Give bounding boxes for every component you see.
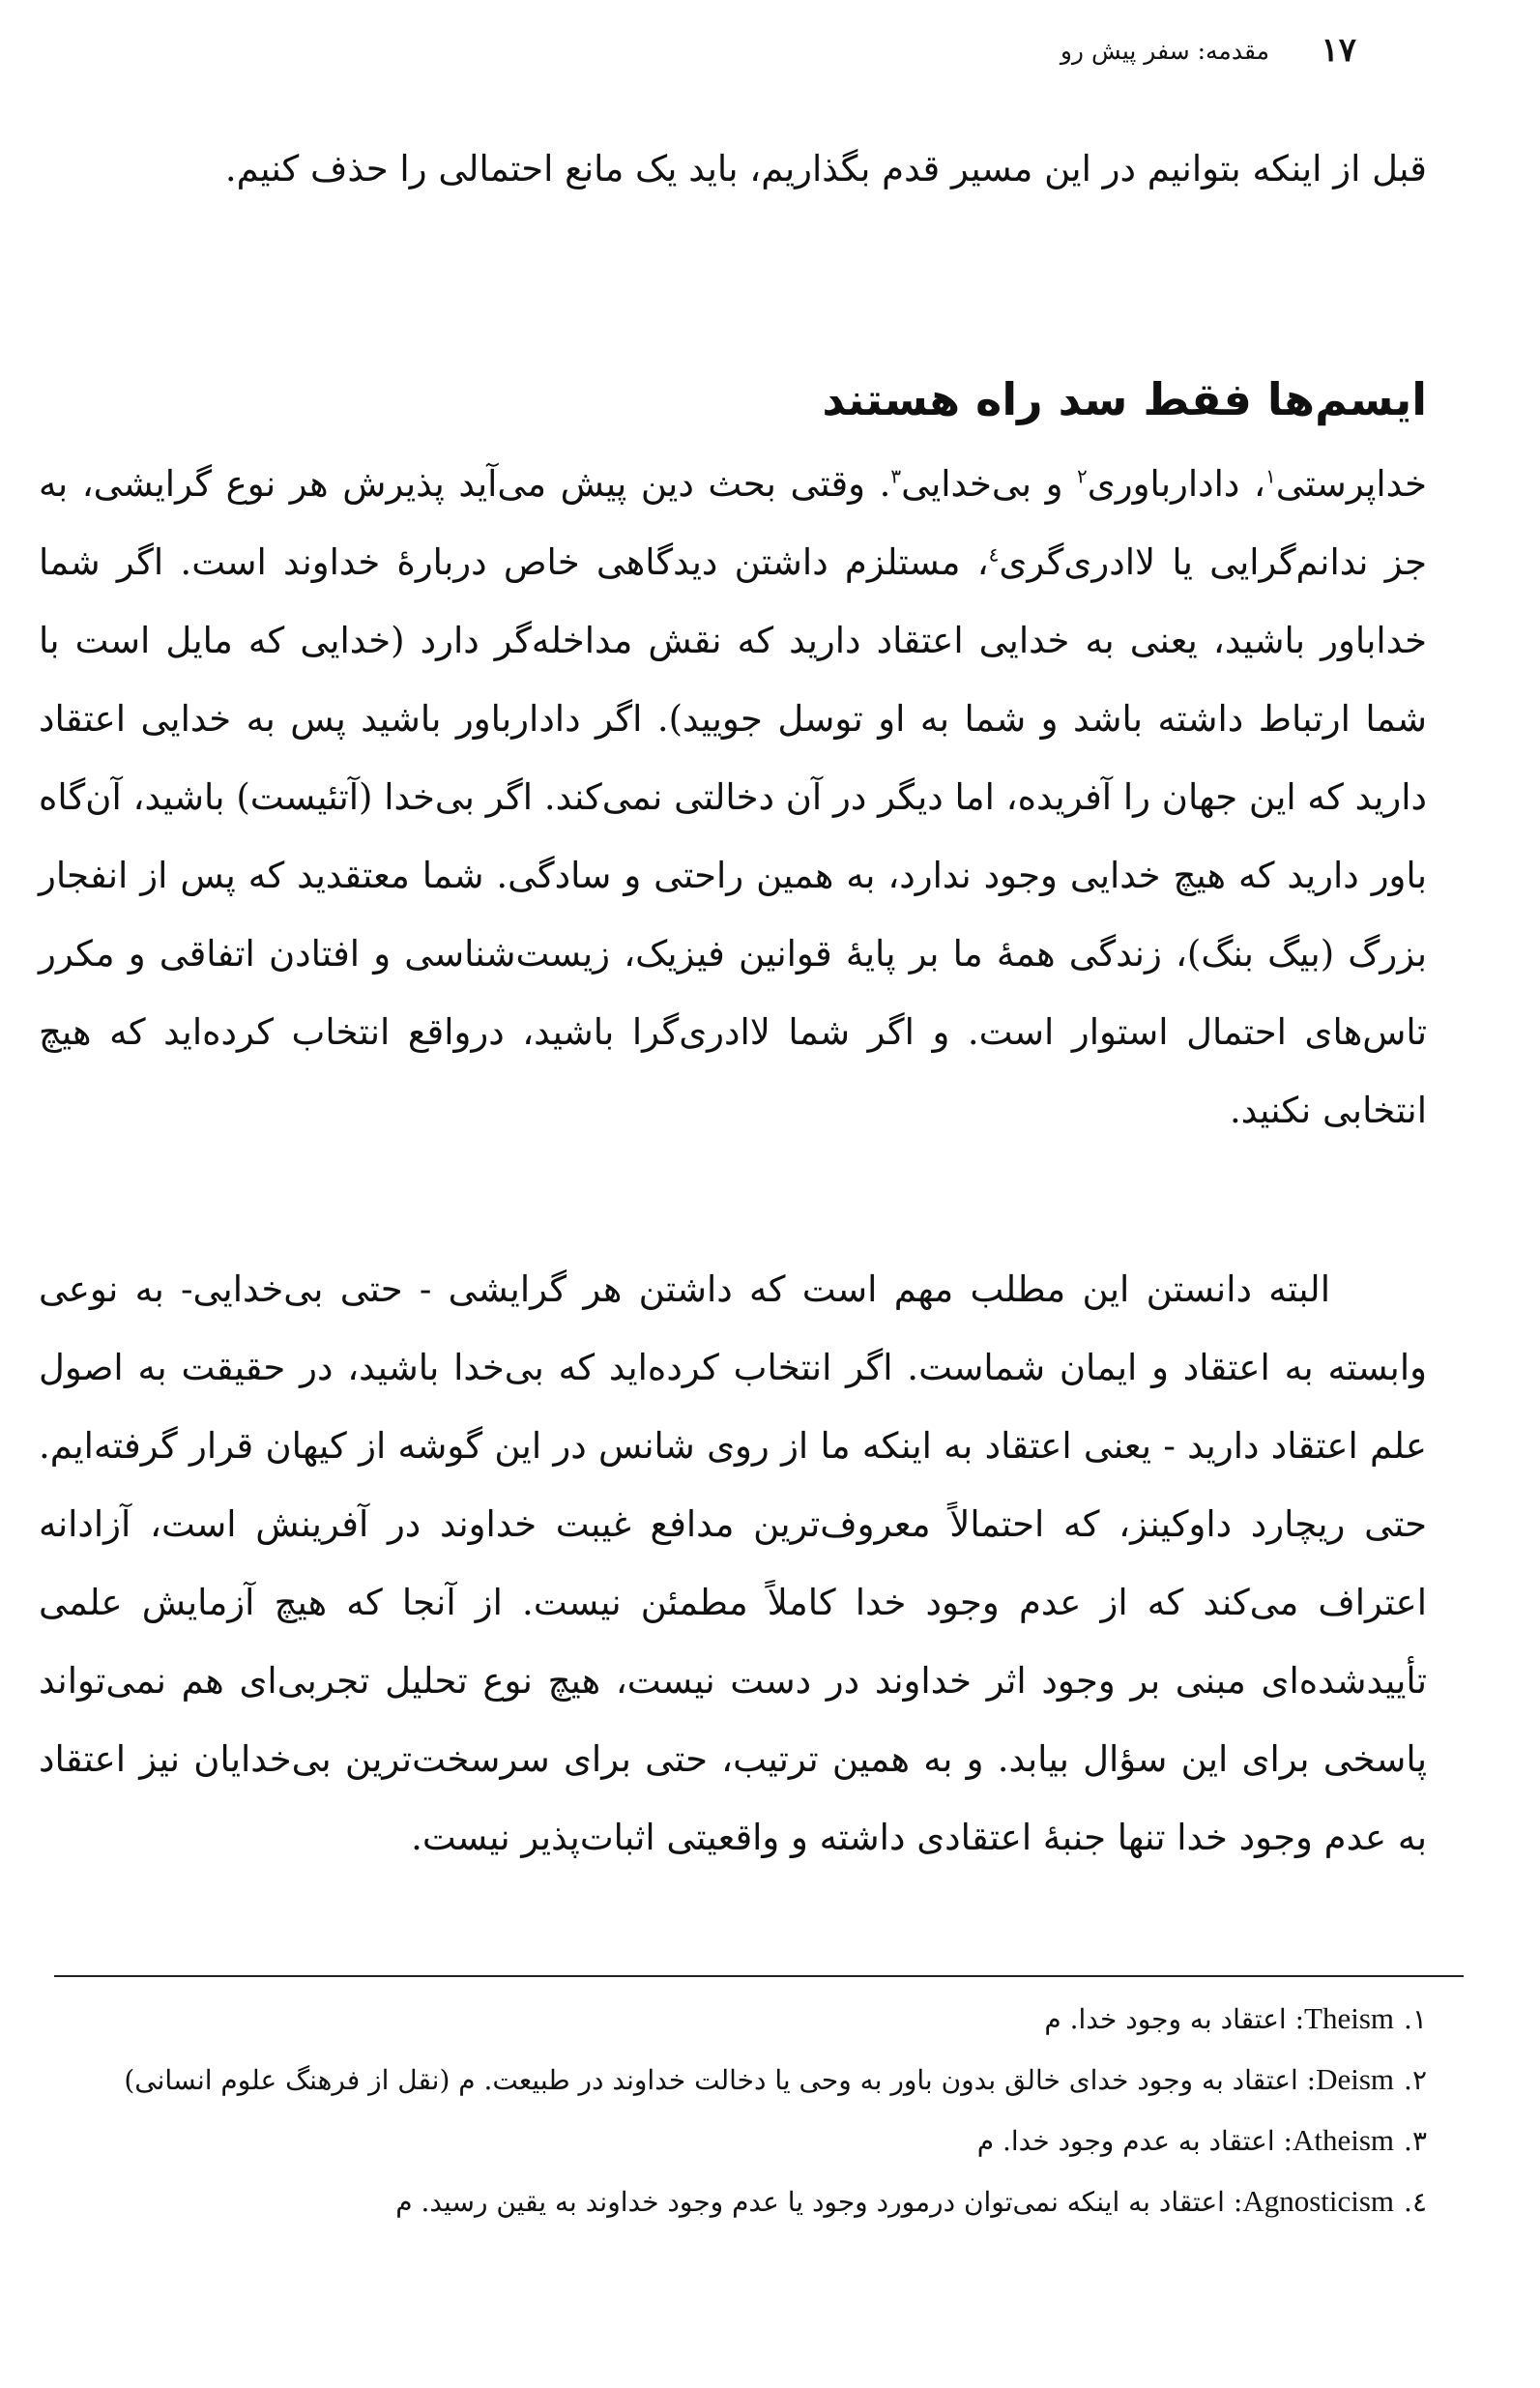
footnote-term: Theism (1304, 2001, 1395, 2035)
footnote-text: : اعتقاد به اینکه نمی‌توان درمورد وجود یا عدم وجود خداوند به یقین رسید. م (395, 2186, 1243, 2218)
footnote-4 (35, 2176, 1427, 2228)
footnote-ref-4[interactable]: ٤ (988, 542, 1000, 567)
footnote-1 (35, 1994, 1427, 2045)
footnote-2 (35, 2054, 1427, 2106)
running-header (1060, 31, 1356, 79)
paragraph-1-text: و بی‌خدایی (901, 463, 1078, 505)
footnote-term: Deism (1316, 2062, 1395, 2096)
footnote-number: ٤. (1404, 2186, 1427, 2218)
footnote-text: : اعتقاد به وجود خدای خالق بدون باور به وحی یا دخالت خداوند در طبیعت. م (نقل از فرهنگ علوم انسانی) (124, 2064, 1317, 2096)
intro-paragraph: قبل از اینکه بتوانیم در این مسیر قدم بگذاریم، باید یک مانع احتمالی را حذف کنیم. (224, 148, 1427, 189)
footnote-text: : اعتقاد به وجود خدا. م (1044, 2003, 1305, 2035)
footnote-divider (54, 1975, 1464, 1977)
footnote-number: ۲. (1404, 2064, 1427, 2096)
body-paragraph-1 (39, 445, 1427, 1150)
running-title: مقدمه: سفر پیش رو (1060, 37, 1269, 65)
paragraph-1-text: خداپرستی (1275, 463, 1427, 505)
paragraph-1-text: ، دادارباوری (1087, 463, 1265, 505)
footnote-ref-1[interactable]: ۱ (1264, 464, 1276, 488)
paragraph-1-text: . وقتی بحث دین پیش می‌آید پذیرش هر نوع گرایشی، به جز ندانم‌گرایی یا لاادری‌گری (39, 463, 1427, 583)
body-paragraph-2: البته دانستن این مطلب مهم است که داشتن هر گرایشی - حتی بی‌خدایی- به نوعی وابسته به اعتقاد و ایمان شماست. اگر انتخاب کرده‌اید که بی‌خدا باشید، در حقیقت به اصول علم اعتقاد دارید - یعنی اعتقاد به اینکه ما از روی شانس در این گوشه از کیهان قرار گرفته‌ایم. حتی ریچارد داوکینز، که احتمالاً معروف‌ترین مدافع غیبت خداوند در آفرینش است، آزادانه اعتراف می‌کند که از عدم وجود خدا کاملاً مطمئن نیست. از آنجا که هیچ آزمایش علمی تأییدشده‌ای مبنی بر وجود اثر خداوند در دست نیست، هیچ نوع تحلیل تجربی‌ای هم نمی‌تواند پاسخی برای این سؤال بیابد. و به همین ترتیب، حتی برای سرسخت‌ترین بی‌خدایان نیز اعتقاد به عدم وجود خدا تنها جنبهٔ اعتقادی داشته و واقعیتی اثبات‌پذیر نیست. (39, 1268, 1427, 1858)
section-heading: ایسم‌ها فقط سد راه هستند (822, 373, 1427, 425)
footnotes (35, 1994, 1427, 2237)
footnote-text: : اعتقاد به عدم وجود خدا. م (976, 2125, 1293, 2157)
footnote-number: ۱. (1404, 2003, 1427, 2035)
footnote-number: ۳. (1404, 2125, 1427, 2157)
paragraph-1-text: ، مستلزم داشتن دیدگاهی خاص دربارهٔ خداوند است. اگر شما خداباور باشید، یعنی به خدایی اعتقاد دارید که نقش مداخله‌گر دارد (خدایی که مایل است با شما ارتباط داشته باشد و شما به او توسل جویید). اگر دادارباور باشید پس به خدایی اعتقاد دارید که این جهان را آفریده، اما دیگر در آن دخالتی نمی‌کند. اگر بی‌خدا (آتئیست) باشید، آن‌گاه باور دارید که هیچ خدایی وجود ندارد، به همین راحتی و سادگی. شما معتقدید که پس از انفجار بزرگ (بیگ بنگ)، زندگی همهٔ ما بر پایهٔ قوانین فیزیک، زیست‌شناسی و افتادن اتفاقی و مکرر تاس‌های احتمال استوار است. و اگر شما لاادری‌گرا باشید، درواقع انتخاب کرده‌اید که هیچ انتخابی نکنید. (39, 541, 1427, 1131)
footnote-ref-2[interactable]: ۲ (1077, 464, 1088, 488)
footnote-ref-3[interactable]: ۳ (890, 464, 902, 488)
footnote-term: Atheism (1292, 2123, 1395, 2157)
page-number: ۱۷ (1321, 31, 1356, 70)
footnote-term: Agnosticism (1242, 2184, 1395, 2218)
footnote-3 (35, 2115, 1427, 2167)
